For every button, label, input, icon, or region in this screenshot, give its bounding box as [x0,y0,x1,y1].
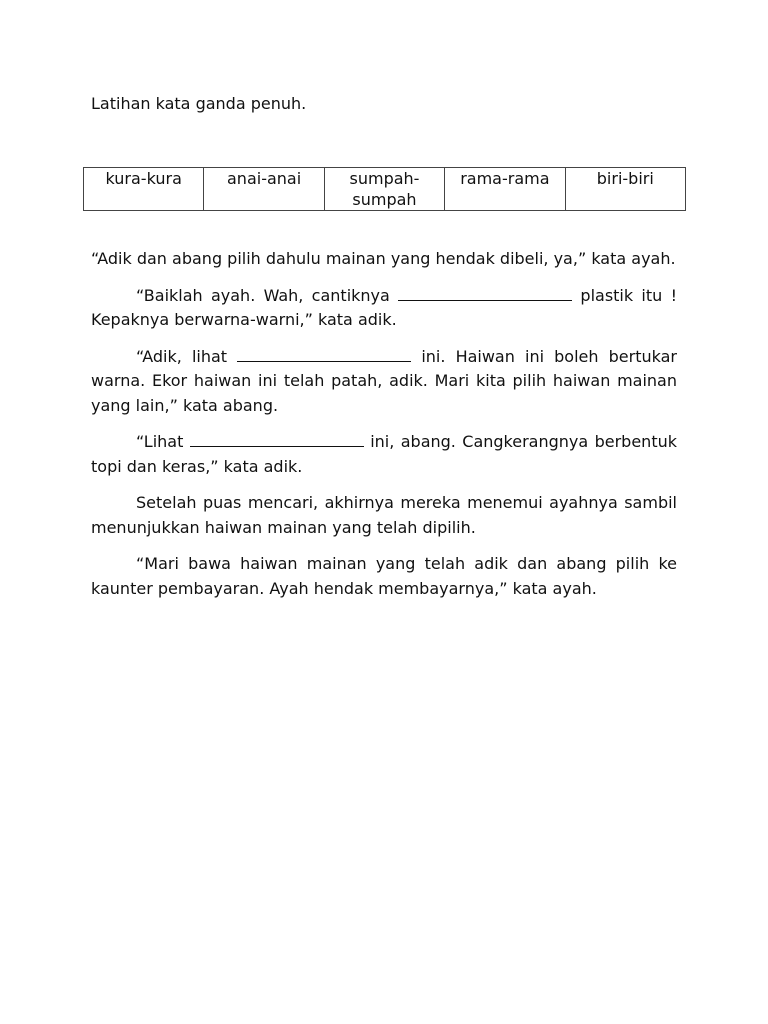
paragraph-3-start: “Adik, lihat [136,346,238,366]
word-cell-kura-kura: kura-kura [84,168,204,211]
story-text [91,247,677,613]
fill-blank-3[interactable] [190,432,364,447]
paragraph-6: “Mari bawa haiwan mainan yang telah adik dan abang pilih ke kaunter pembayaran. Ayah hendak membayarnya,” kata ayah. [91,554,677,598]
paragraph-2 [91,284,677,333]
paragraph-1: “Adik dan abang pilih dahulu mainan yang hendak dibeli, ya,” kata ayah. [91,249,676,268]
paragraph-2-start: “Baiklah ayah. Wah, cantiknya [136,285,399,305]
paragraph-3 [91,345,677,419]
word-cell-rama-rama: rama-rama [445,168,565,211]
word-cell-sumpah-sumpah: sumpah-sumpah [324,168,444,211]
paragraph-3-end: ini. Haiwan ini boleh bertukar warna. Ekor haiwan ini telah patah, adik. Mari kita pilih haiwan mainan yang lain,” kata abang. [91,346,678,415]
paragraph-5: Setelah puas mencari, akhirnya mereka menemui ayahnya sambil menunjukkan haiwan mainan yang telah dipilih. [91,493,677,537]
word-cell-anai-anai: anai-anai [204,168,324,211]
word-cell-biri-biri: biri-biri [565,168,685,211]
paragraph-4-start: “Lihat [136,432,190,451]
paragraph-2-end: plastik itu ! Kepaknya berwarna-warni,” kata adik. [91,285,677,329]
worksheet-title: Latihan kata ganda penuh. [91,94,307,113]
word-choice-table [83,167,686,211]
paragraph-4 [91,430,677,479]
fill-blank-1[interactable] [398,286,572,301]
paragraph-4-end: ini, abang. Cangkerangnya berbentuk topi dan keras,” kata adik. [91,432,677,476]
fill-blank-2[interactable] [237,347,411,362]
word-choice-row [84,168,686,211]
